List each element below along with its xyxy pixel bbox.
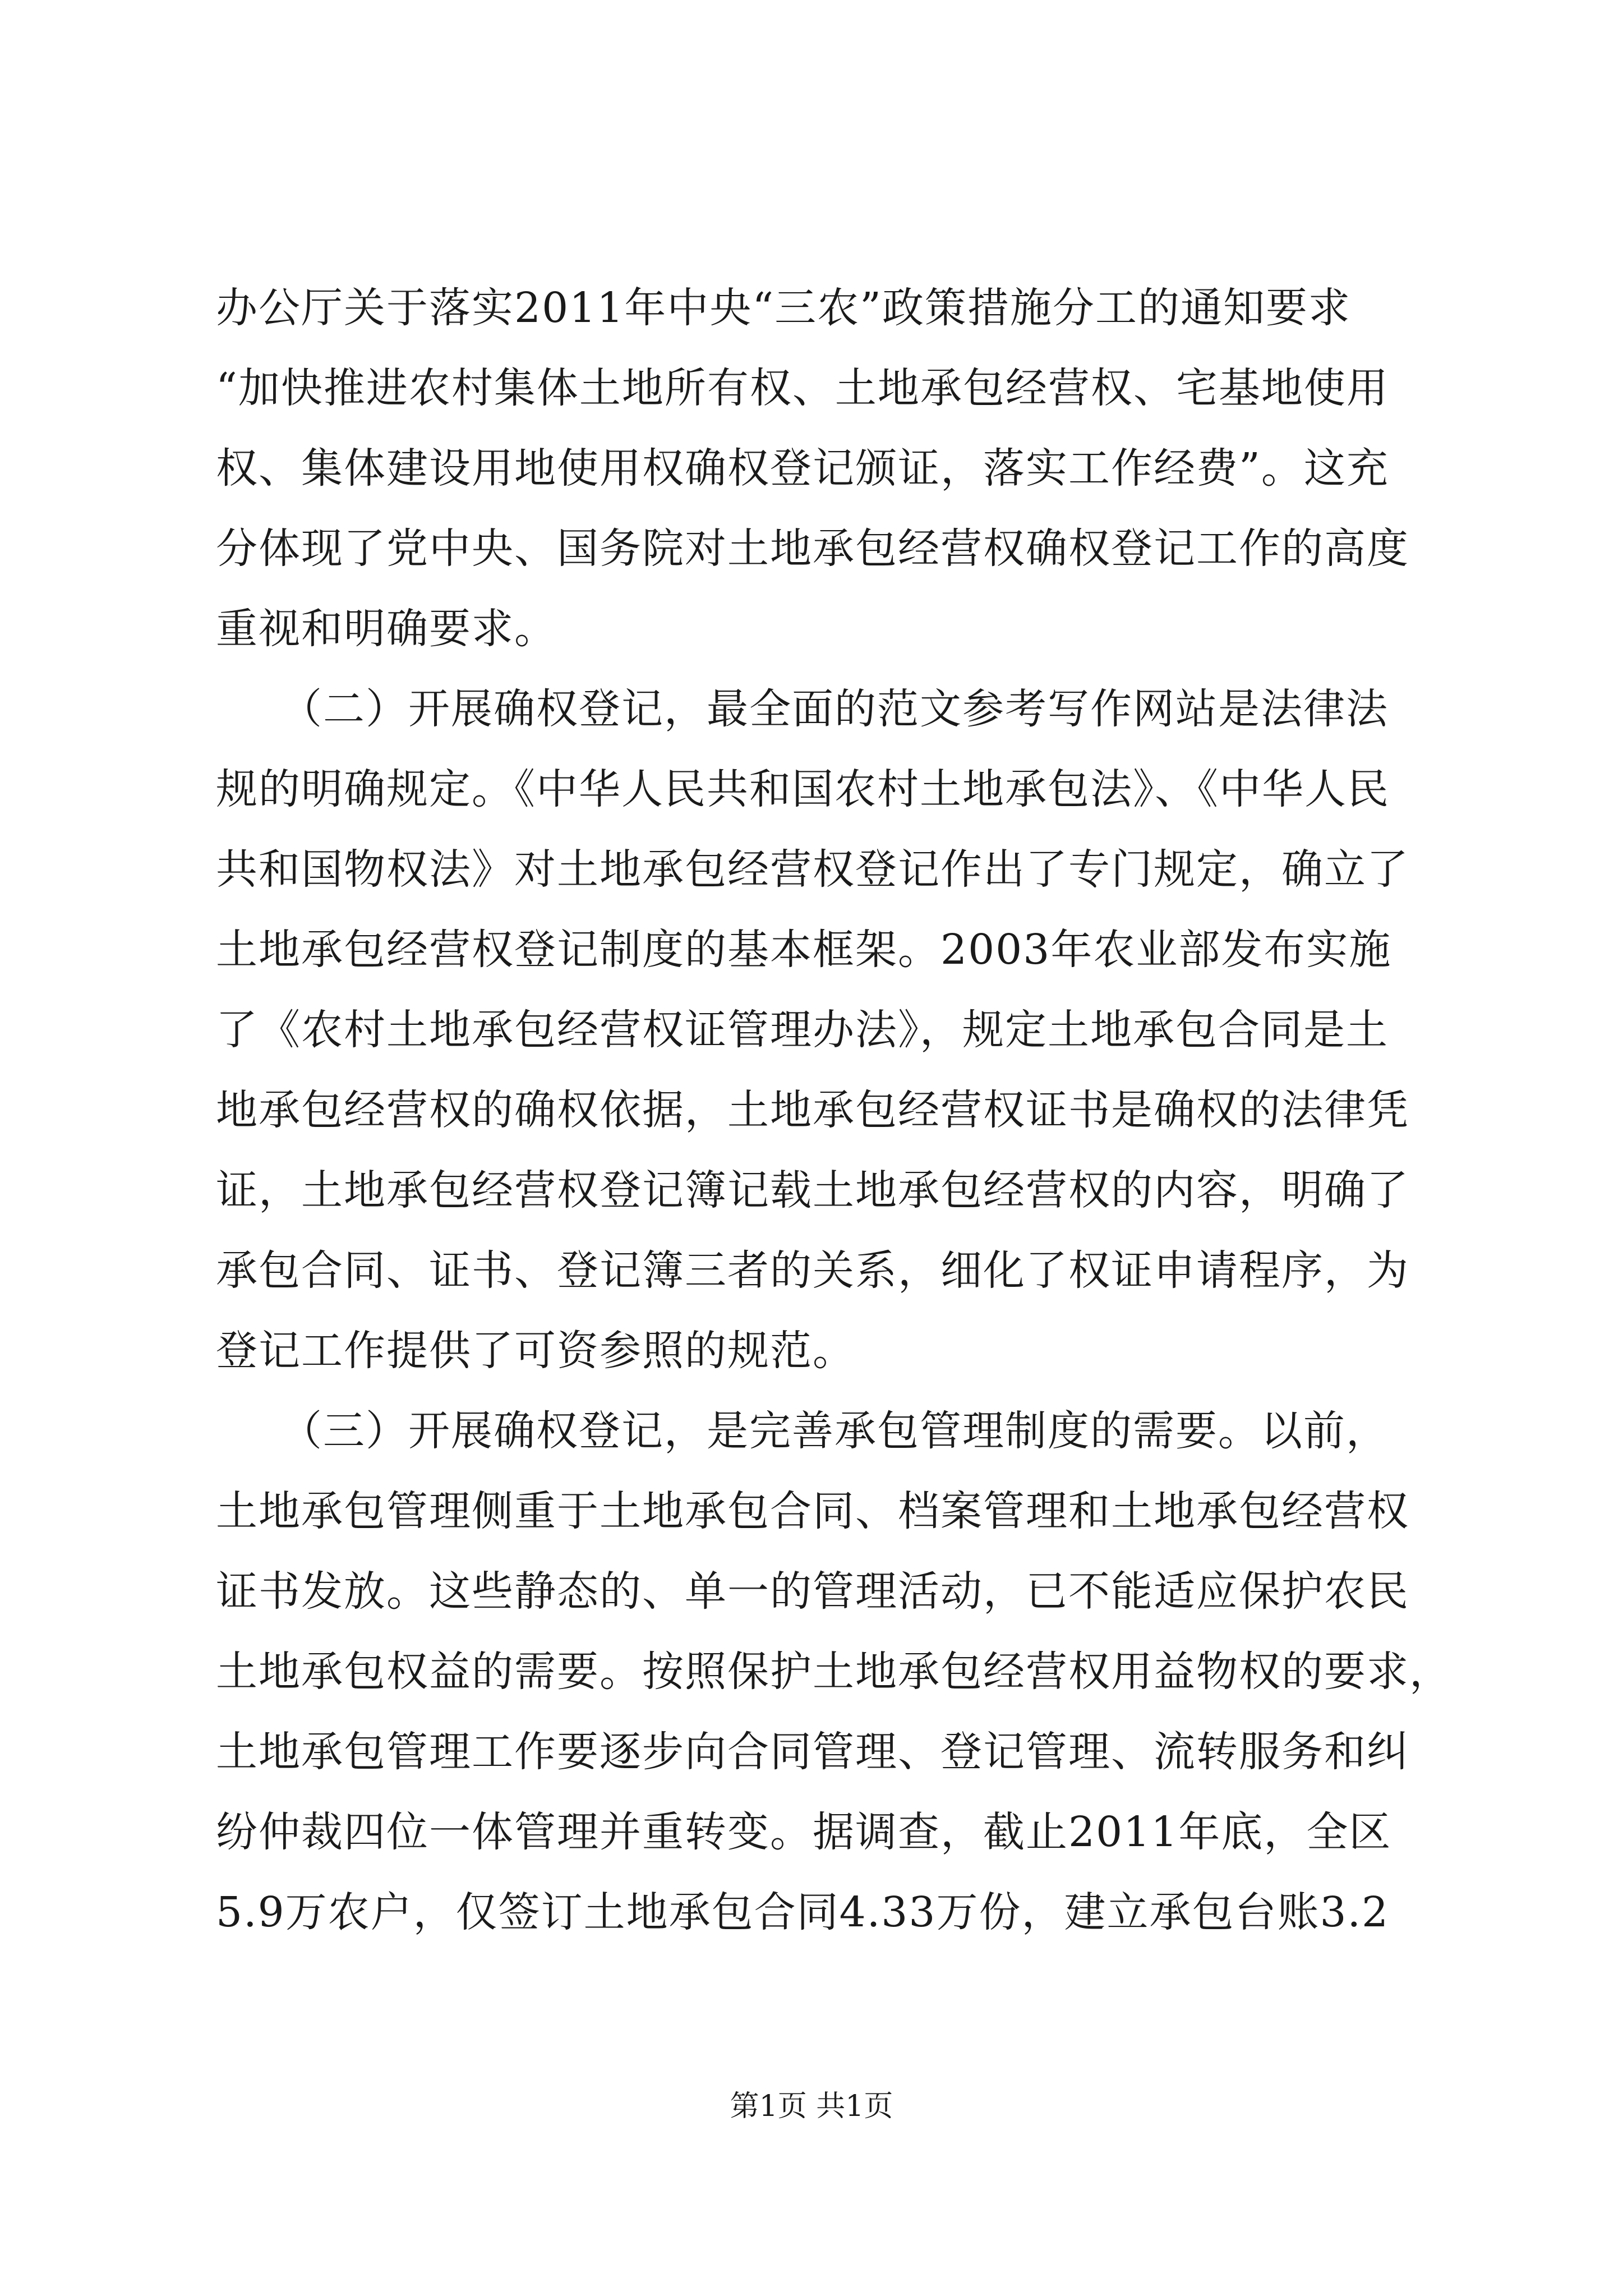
text-line: （三）开展确权登记，是完善承包管理制度的需要。以前， <box>216 1407 1389 1455</box>
text-line: 土地承包权益的需要。按照保护土地承包经营权用益物权的要求， <box>216 1648 1452 1696</box>
text-line: 共和国物权法》对土地承包经营权登记作出了专门规定，确立了 <box>216 845 1409 894</box>
text-line: 规的明确规定。《中华人民共和国农村土地承包法》、《中华人民 <box>216 765 1390 813</box>
text-line: 5.9万农户，仅签订土地承包合同4.33万份，建立承包台账3.2 <box>216 1888 1390 1936</box>
text-line: 土地承包管理工作要逐步向合同管理、登记管理、流转服务和纠 <box>216 1728 1409 1776</box>
text-line: 土地承包管理侧重于土地承包合同、档案管理和土地承包经营权 <box>216 1487 1409 1535</box>
text-line: 纷仲裁四位一体管理并重转变。据调查，截止2011年底，全区 <box>216 1808 1392 1856</box>
text-line: 承包合同、证书、登记簿三者的关系，细化了权证申请程序，为 <box>216 1246 1409 1295</box>
text-line: 办公厅关于落实2011年中央“三农”政策措施分工的通知要求 <box>216 284 1351 332</box>
text-line: （二）开展确权登记，最全面的范文参考写作网站是法律法 <box>216 685 1389 733</box>
text-line: 证，土地承包经营权登记簿记载土地承包经营权的内容，明确了 <box>216 1166 1409 1214</box>
text-line: 了《农村土地承包经营权证管理办法》，规定土地承包合同是土 <box>216 1006 1389 1054</box>
text-line: 分体现了党中央、国务院对土地承包经营权确权登记工作的高度 <box>216 524 1409 573</box>
text-line: 证书发放。这些静态的、单一的管理活动，已不能适应保护农民 <box>216 1567 1409 1616</box>
text-line: 土地承包经营权登记制度的基本框架。2003年农业部发布实施 <box>216 926 1392 974</box>
page-number-label: 第1页 共1页 <box>730 2090 893 2123</box>
text-line: 地承包经营权的确权依据，土地承包经营权证书是确权的法律凭 <box>216 1086 1409 1134</box>
text-line: 重视和明确要求。 <box>216 605 557 653</box>
text-line: 权、集体建设用地使用权确权登记颁证，落实工作经费”。这充 <box>216 444 1389 493</box>
text-line: 登记工作提供了可资参照的规范。 <box>216 1327 855 1375</box>
document-body <box>216 268 1452 1953</box>
page-footer <box>0 2087 1623 2126</box>
text-line: “加快推进农村集体土地所有权、土地承包经营权、宅基地使用 <box>216 364 1389 412</box>
